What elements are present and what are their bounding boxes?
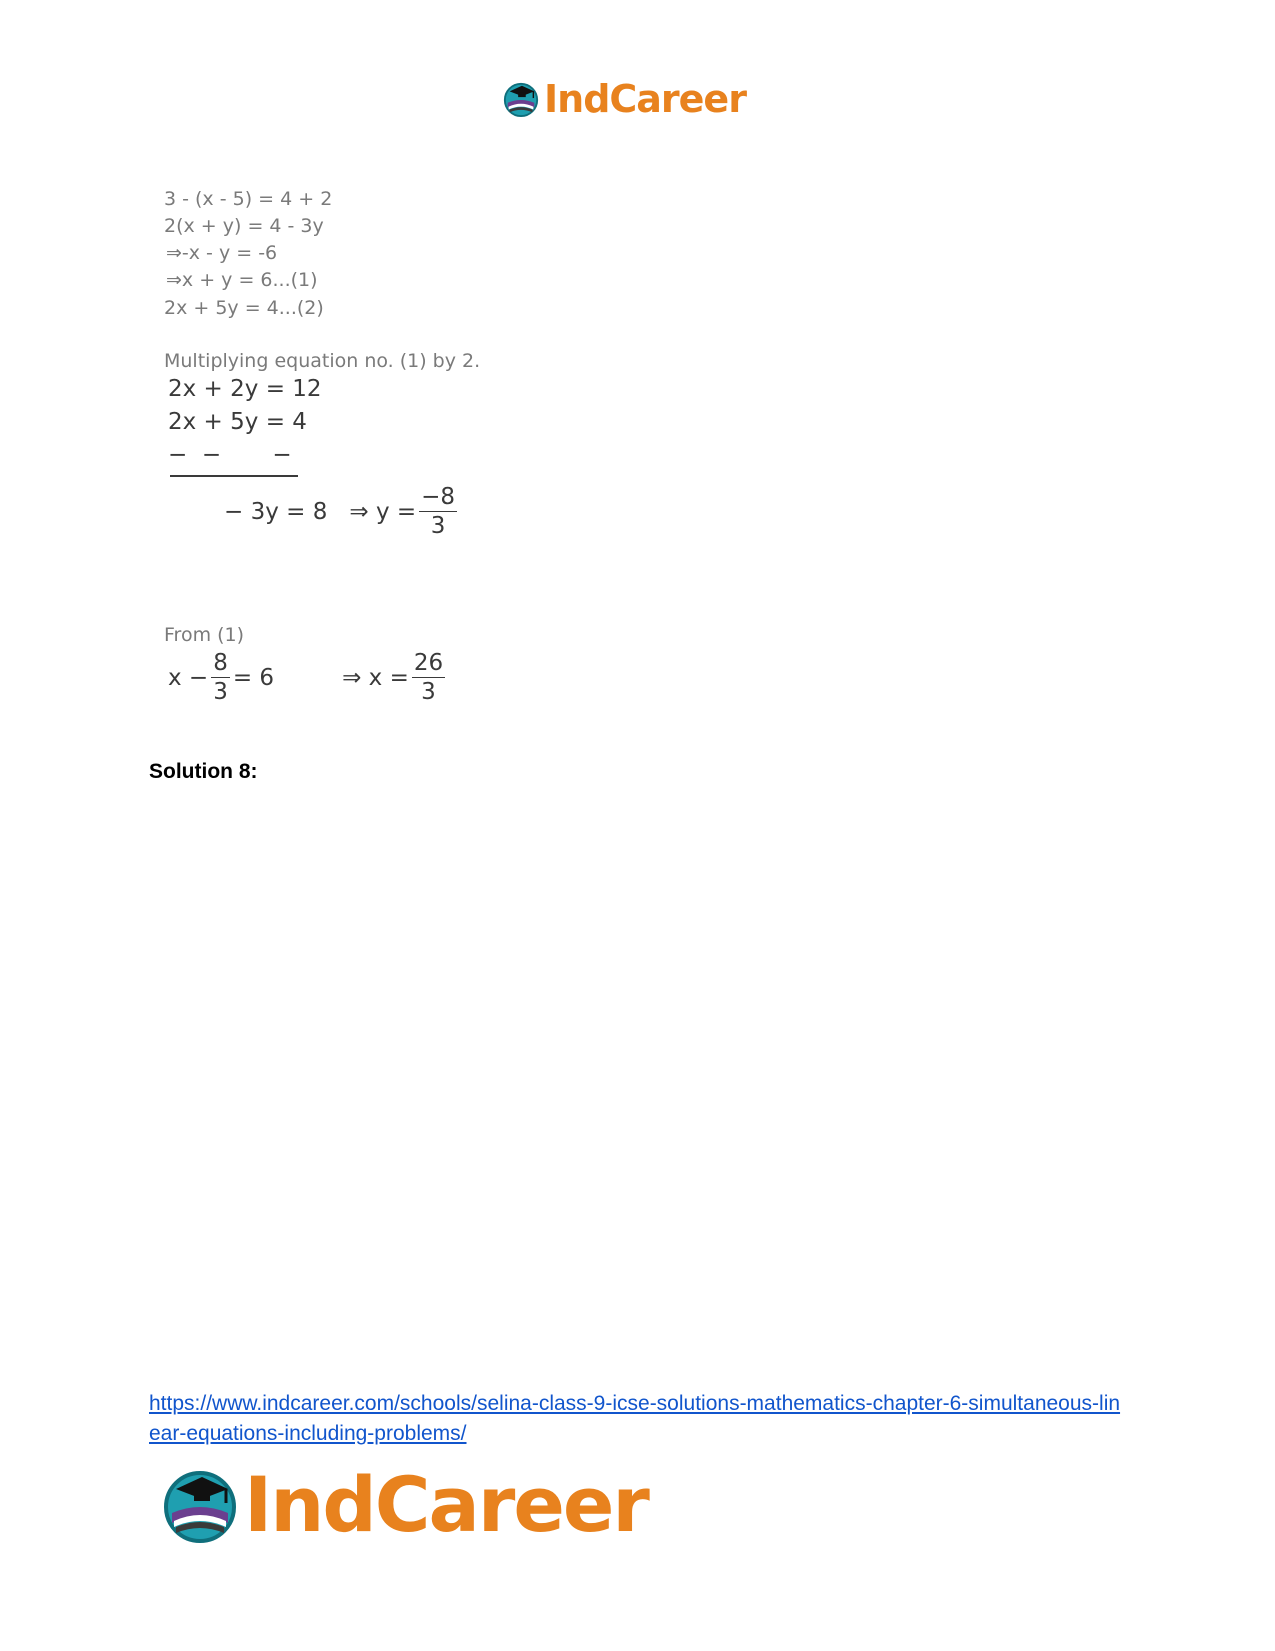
subtraction-signs: − − −	[168, 442, 292, 468]
solution-heading: Solution 8:	[149, 760, 258, 783]
equation-line: 3 - (x - 5) = 4 + 2	[164, 188, 333, 210]
brand-wordmark: IndCareer	[544, 77, 746, 121]
equation-line: 2x + 5y = 4	[168, 409, 307, 435]
equation-line: 2x + 2y = 12	[168, 376, 322, 402]
implies-x: ⇒ x =	[342, 664, 409, 691]
lhs-prefix: x −	[168, 664, 209, 691]
fraction-numerator: −8	[421, 484, 456, 510]
source-link[interactable]: https://www.indcareer.com/schools/selina-class-9-icse-solutions-mathematics-chapter-6-simultaneous-linear-equations-including-problems/	[149, 1392, 1121, 1445]
fraction-x	[412, 652, 445, 704]
fraction-numerator: 8	[213, 650, 228, 676]
from-label: From (1)	[164, 624, 245, 646]
fraction-lhs	[211, 652, 230, 704]
fraction-denominator: 3	[430, 513, 446, 539]
subtraction-rule	[170, 475, 298, 477]
lhs-rhs: = 6	[232, 664, 275, 691]
equation-line: 2(x + y) = 4 - 3y	[164, 215, 324, 237]
footer-logo	[160, 1460, 648, 1549]
graduation-cap-globe-books-icon	[502, 80, 540, 118]
implies-y: ⇒ y =	[349, 498, 417, 525]
equation-line: 2x + 5y = 4...(2)	[164, 297, 324, 319]
fraction-y	[419, 486, 457, 538]
equation-line: ⇒x + y = 6...(1)	[166, 269, 318, 291]
fraction-numerator: 26	[413, 650, 444, 676]
result-y	[224, 486, 460, 538]
header-logo	[502, 77, 746, 121]
brand-wordmark: IndCareer	[244, 1460, 648, 1549]
fraction-denominator: 3	[213, 679, 228, 705]
result-equation: − 3y = 8	[224, 498, 328, 525]
result-x	[168, 652, 448, 704]
method-note: Multiplying equation no. (1) by 2.	[164, 350, 481, 372]
graduation-cap-globe-books-icon	[160, 1465, 240, 1545]
fraction-denominator: 3	[421, 679, 436, 705]
equation-line: ⇒-x - y = -6	[166, 242, 278, 264]
